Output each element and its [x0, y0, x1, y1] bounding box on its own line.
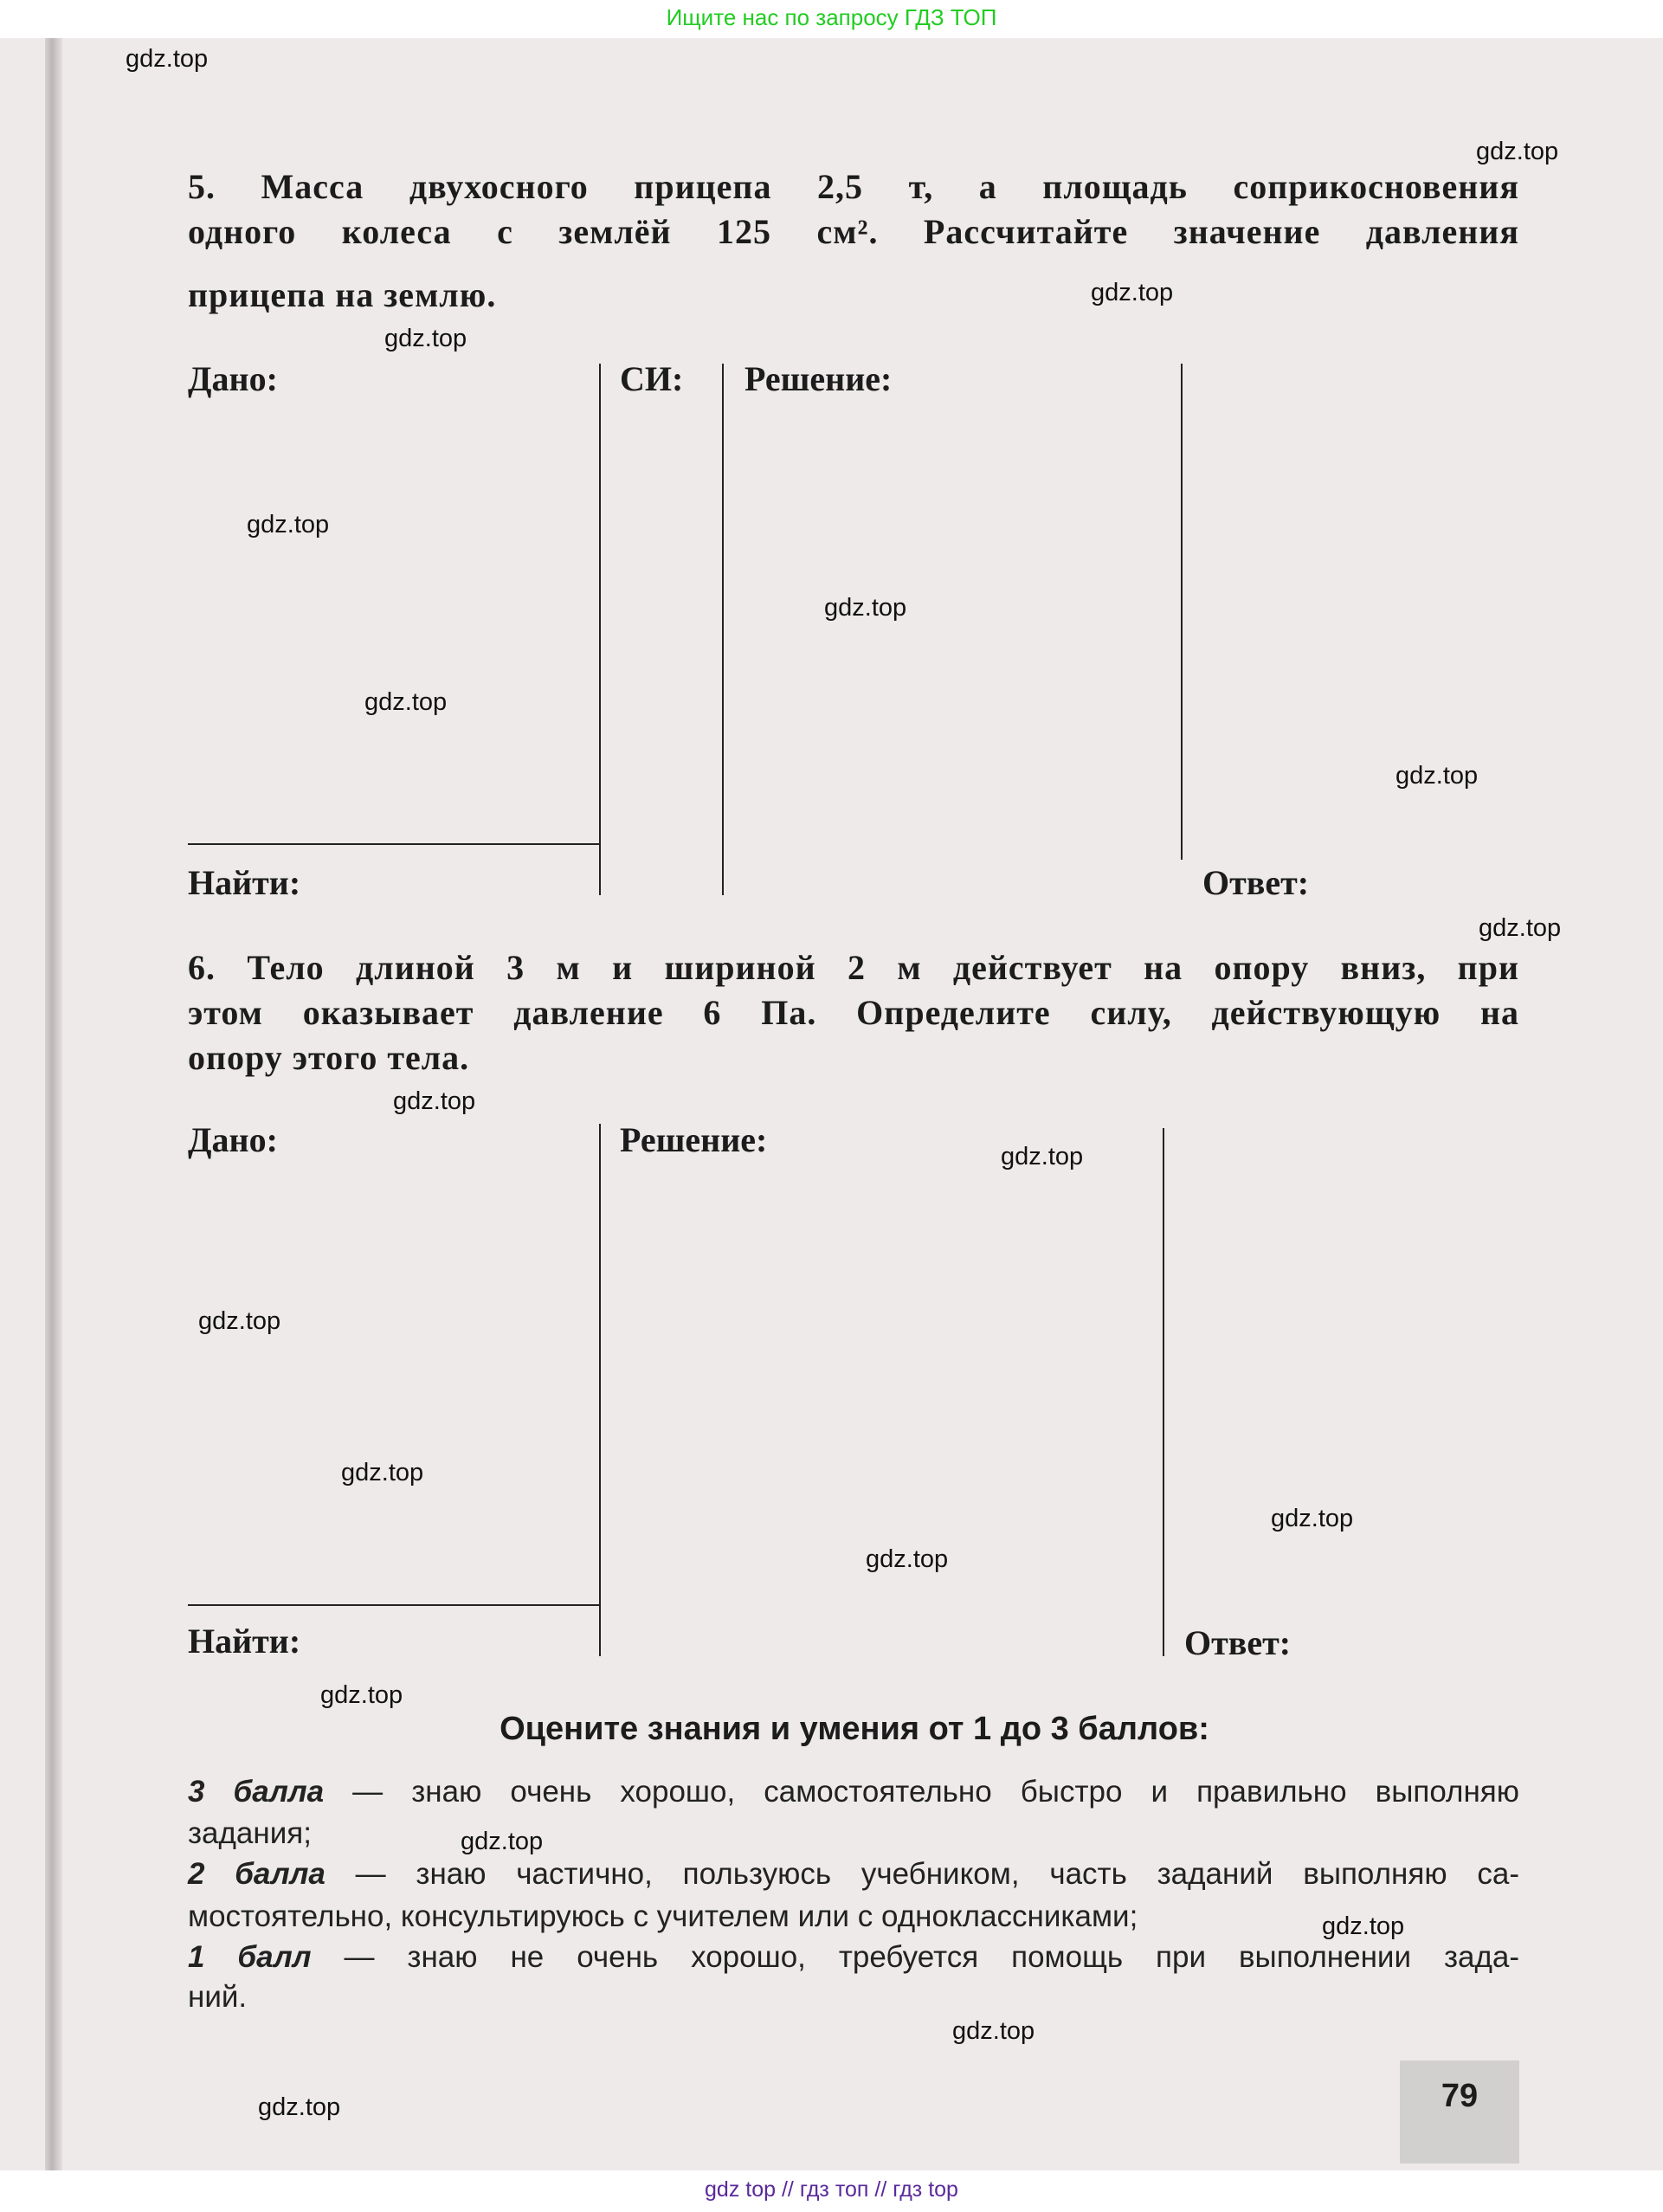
page-number-box [1400, 2060, 1519, 2164]
rating-3-text: — знаю очень хорошо, самостоятельно быстро и правильно выполняю [324, 1775, 1520, 1809]
rating-2-text: — знаю частично, пользуюсь учебником, часть заданий выполняю са- [325, 1857, 1519, 1891]
page-number: 79 [1441, 2078, 1479, 2114]
task5-find-rule [188, 843, 600, 845]
task6-line3: опору этого тела. [188, 1038, 470, 1077]
task5-answer-label: Ответ: [1202, 863, 1310, 902]
watermark: gdz.top [384, 325, 467, 352]
rating-1-text: — знаю не очень хорошо, требуется помощь при выполнении зада- [311, 1940, 1520, 1974]
watermark: gdz.top [1271, 1505, 1354, 1532]
watermark: gdz.top [247, 511, 330, 538]
watermark: gdz.top [393, 1087, 476, 1115]
task5-divider-2 [722, 364, 724, 895]
task5-divider-3 [1181, 364, 1183, 860]
footer-text: gdz top // гдз топ // гдз top [705, 2177, 958, 2202]
watermark: gdz.top [126, 45, 209, 73]
task6-find-label: Найти: [188, 1622, 301, 1661]
watermark: gdz.top [364, 688, 448, 716]
banner-text: Ищите нас по запросу ГДЗ ТОП [666, 4, 997, 30]
task5-si-label: СИ: [620, 359, 684, 398]
rating-1-line2: ний. [188, 1980, 248, 2014]
task6-divider-2 [1163, 1128, 1164, 1656]
task5-line2: одного колеса с землёй 125 см². Рассчитайте значение давления [188, 212, 1519, 251]
watermark: gdz.top [952, 2017, 1035, 2045]
watermark: gdz.top [198, 1307, 281, 1335]
rating-2-line2: мостоятельно, консультируюсь с учителем или с одноклассниками; [188, 1899, 1138, 1933]
rating-1-line1 [188, 1940, 1519, 1975]
rating-2-line1 [188, 1857, 1519, 1892]
watermark: gdz.top [1396, 762, 1479, 790]
task6-find-rule [188, 1604, 600, 1606]
page-spine-shadow [45, 38, 62, 2170]
watermark: gdz.top [1091, 279, 1174, 306]
rating-3-score: 3 балла [188, 1775, 325, 1809]
task5-divider-1 [599, 364, 601, 895]
rating-3-line2: задания; [188, 1816, 312, 1850]
watermark: gdz.top [824, 594, 907, 622]
task5-solution-label: Решение: [744, 359, 893, 398]
top-banner [0, 0, 1663, 38]
watermark: gdz.top [1001, 1143, 1084, 1170]
task6-line1: 6. Тело длиной 3 м и шириной 2 м действует на опору вниз, при [188, 948, 1519, 987]
task5-given-label: Дано: [188, 359, 278, 398]
task6-divider-1 [599, 1124, 601, 1656]
task5-line3: прицепа на землю. [188, 275, 497, 314]
watermark: gdz.top [461, 1828, 544, 1855]
task6-answer-label: Ответ: [1184, 1623, 1292, 1662]
watermark: gdz.top [866, 1545, 949, 1573]
task5-line1: 5. Масса двухосного прицепа 2,5 т, а площадь соприкосновения [188, 167, 1519, 206]
task6-solution-label: Решение: [620, 1120, 768, 1159]
watermark: gdz.top [1476, 138, 1559, 165]
task6-given-label: Дано: [188, 1120, 278, 1159]
rating-title: Оцените знания и умения от 1 до 3 баллов: [500, 1711, 1209, 1747]
task6-line2: этом оказывает давление 6 Па. Определите силу, действующую на [188, 993, 1519, 1032]
watermark: gdz.top [1479, 914, 1562, 942]
watermark: gdz.top [320, 1681, 403, 1709]
watermark: gdz.top [1322, 1912, 1405, 1940]
rating-2-score: 2 балла [188, 1857, 326, 1891]
task5-find-label: Найти: [188, 863, 301, 902]
watermark: gdz.top [258, 2093, 341, 2121]
bottom-banner [0, 2170, 1663, 2212]
rating-1-score: 1 балл [188, 1940, 312, 1974]
rating-3-line1 [188, 1775, 1519, 1809]
watermark: gdz.top [341, 1459, 424, 1486]
